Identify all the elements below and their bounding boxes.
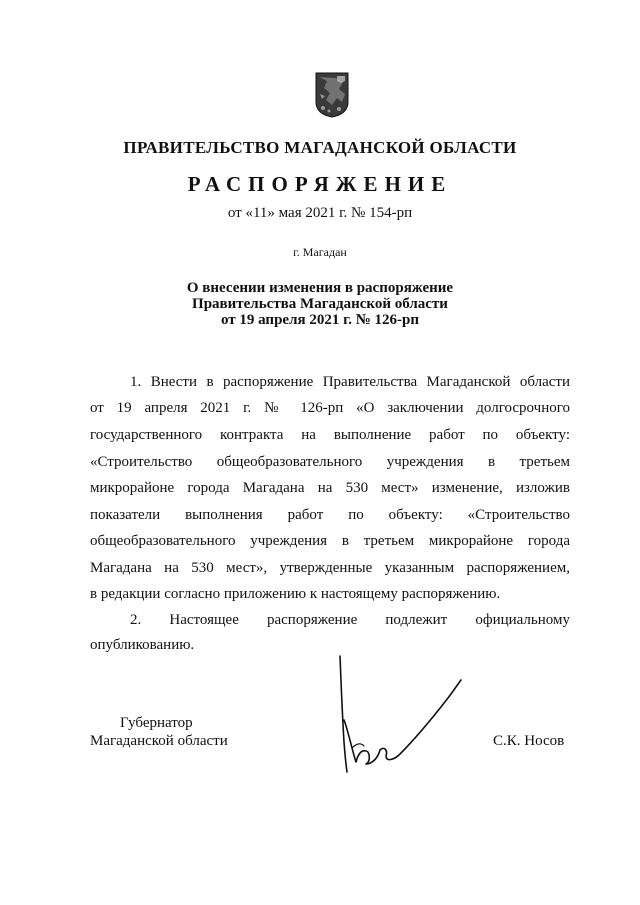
handwritten-signature (328, 650, 468, 780)
subject-line: Правительства Магаданской области (192, 296, 448, 312)
document-type-title: РАСПОРЯЖЕНИЕ (187, 172, 453, 196)
subject-line: О внесении изменения в распоряжение (186, 280, 454, 296)
body-line: «Строительство общеобразовательного учреждения в третьем (90, 454, 570, 470)
body-line: государственного контракта на выполнение работ по объекту: (90, 427, 570, 443)
body-line: 1. Внести в распоряжение Правительства Магаданской области (130, 374, 570, 390)
body-line: от 19 апреля 2021 г. № 126-рп «О заключении долгосрочного (90, 400, 570, 416)
body-line: в редакции согласно приложению к настоящему распоряжению. (90, 586, 501, 602)
body-line: 2. Настоящее распоряжение подлежит официальному (130, 612, 570, 628)
body-line: показатели выполнения работ по объекту: «Строительство (90, 507, 570, 523)
signatory-title: Губернатор (120, 715, 193, 731)
signatory-title: Магаданской области (90, 733, 228, 749)
body-line: общеобразовательного учреждения в третьем микрорайоне города (90, 533, 570, 549)
signatory-name: С.К. Носов (493, 733, 565, 749)
document-city: г. Магадан (293, 245, 347, 259)
body-line: опубликованию. (90, 637, 195, 653)
organization-name: ПРАВИТЕЛЬСТВО МАГАДАНСКОЙ ОБЛАСТИ (123, 138, 517, 157)
subject-line: от 19 апреля 2021 г. № 126-рп (220, 312, 420, 328)
body-line: микрорайоне города Магадана на 530 мест» изменение, изложив (90, 480, 570, 496)
magadan-coat-of-arms-icon (315, 72, 349, 118)
body-line: Магадана на 530 мест», утвержденные указанным распоряжением, (90, 560, 570, 576)
document-number-date: от «11» мая 2021 г. № 154-рп (227, 205, 413, 221)
